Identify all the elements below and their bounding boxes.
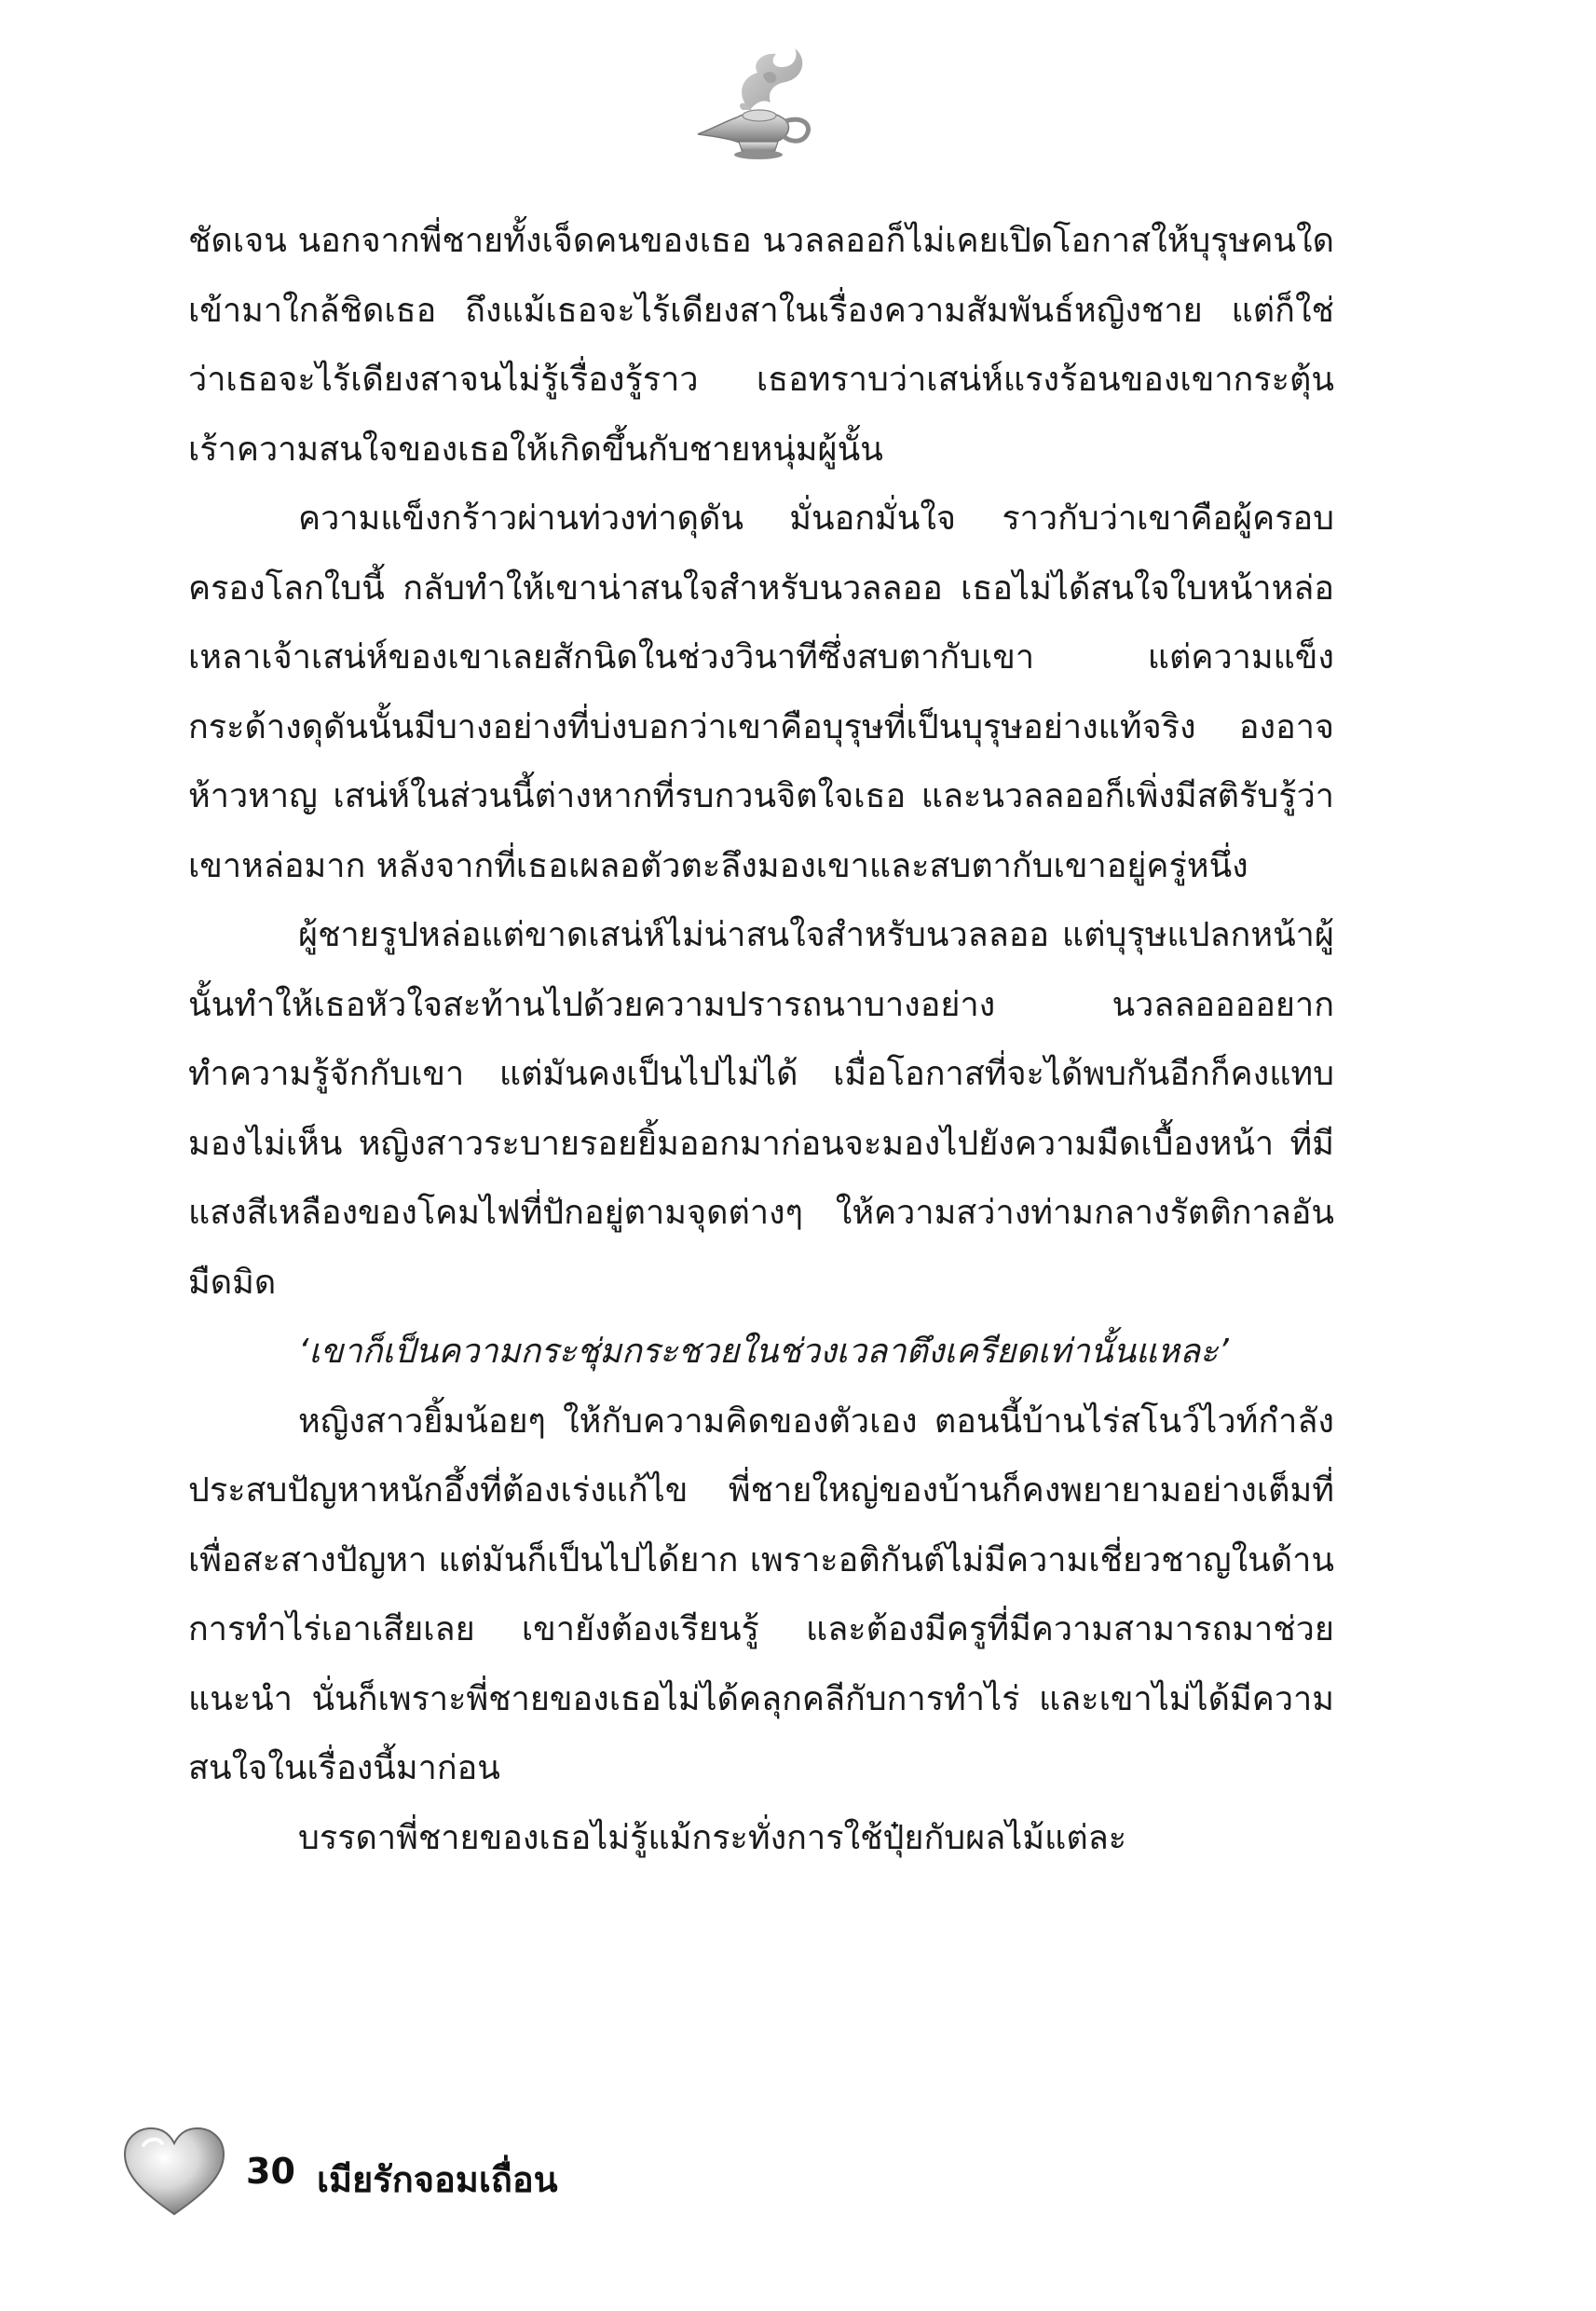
paragraph-1: ชัดเจน นอกจากพี่ชายทั้งเจ็ดคนของเธอ นวลลออก็ไม่เคยเปิดโอกาสให้บุรุษคนใดเข้ามาใกล้ชิดเธอ ถึงแม้เธอจะไร้เดียงสาในเรื่องความสัมพันธ์หญิงชาย แต่ก็ใช่ว่าเธอจะไร้เดียงสาจนไม่รู้เรื่องรู้ราว เธอทราบว่าเสน่ห์แรงร้อนของเขากระตุ้นเร้าความสนใจของเธอให้เกิดขึ้นกับชายหนุ่มผู้นั้น: [188, 222, 1334, 469]
book-title: เมียรักจอมเถื่อน: [317, 2159, 558, 2200]
body-text: [188, 207, 1334, 1873]
heart-icon: [119, 2123, 229, 2220]
paragraph-3: ผู้ชายรูปหล่อแต่ขาดเสน่ห์ไม่น่าสนใจสำหรับนวลลออ แต่บุรุษแปลกหน้าผู้นั้นทำให้เธอหัวใจสะท้านไปด้วยความปรารถนาบางอย่าง นวลลออออยากทำความรู้จักกับเขา แต่มันคงเป็นไปไม่ได้ เมื่อโอกาสที่จะได้พบกันอีกก็คงแทบมองไม่เห็น หญิงสาวระบายรอยยิ้มออกมาก่อนจะมองไปยังความมืดเบื้องหน้า ที่มีแสงสีเหลืองของโคมไฟที่ปักอยู่ตามจุดต่างๆ ให้ความสว่างท่ามกลางรัตติกาลอันมืดมิด: [188, 916, 1334, 1302]
page-number: 30: [246, 2151, 295, 2192]
paragraph-5: หญิงสาวยิ้มน้อยๆ ให้กับความคิดของตัวเอง ตอนนี้บ้านไร่สโนว์ไวท์กำลังประสบปัญหาหนักอึ้งที่ต้องเร่งแก้ไข พี่ชายใหญ่ของบ้านก็คงพยายามอย่างเต็มที่เพื่อสะสางปัญหา แต่มันก็เป็นไปได้ยาก เพราะอติกันต์ไม่มีความเชี่ยวชาญในด้านการทำไร่เอาเสียเลย เขายังต้องเรียนรู้ และต้องมีครูที่มีความสามารถมาช่วยแนะนำ นั่นก็เพราะพี่ชายของเธอไม่ได้คลุกคลีกับการทำไร่ และเขาไม่ได้มีความสนใจในเรื่องนี้มาก่อน: [188, 1402, 1334, 1787]
page-footer: [119, 2123, 865, 2225]
genie-lamp-ornament-icon: [685, 45, 825, 171]
paragraph-4-italic-thought: ‘เขาก็เป็นความกระชุ่มกระชวยในช่วงเวลาตึงเครียดเท่านั้นแหละ’: [298, 1333, 1229, 1371]
paragraph-2: ความแข็งกร้าวผ่านท่วงท่าดุดัน มั่นอกมั่นใจ ราวกับว่าเขาคือผู้ครอบครองโลกใบนี้ กลับทำให้เขาน่าสนใจสำหรับนวลลออ เธอไม่ได้สนใจใบหน้าหล่อเหลาเจ้าเสน่ห์ของเขาเลยสักนิดในช่วงวินาทีซึ่งสบตากับเขา แต่ความแข็งกระด้างดุดันนั้นมีบางอย่างที่บ่งบอกว่าเขาคือบุรุษที่เป็นบุรุษอย่างแท้จริง องอาจ ห้าวหาญ เสน่ห์ในส่วนนี้ต่างหากที่รบกวนจิตใจเธอ และนวลลออก็เพิ่งมีสติรับรู้ว่าเขาหล่อมาก หลังจากที่เธอเผลอตัวตะลึงมองเขาและสบตากับเขาอยู่ครู่หนึ่ง: [188, 499, 1334, 885]
paragraph-6: บรรดาพี่ชายของเธอไม่รู้แม้กระทั่งการใช้ปุ๋ยกับผลไม้แต่ละ: [298, 1818, 1127, 1857]
